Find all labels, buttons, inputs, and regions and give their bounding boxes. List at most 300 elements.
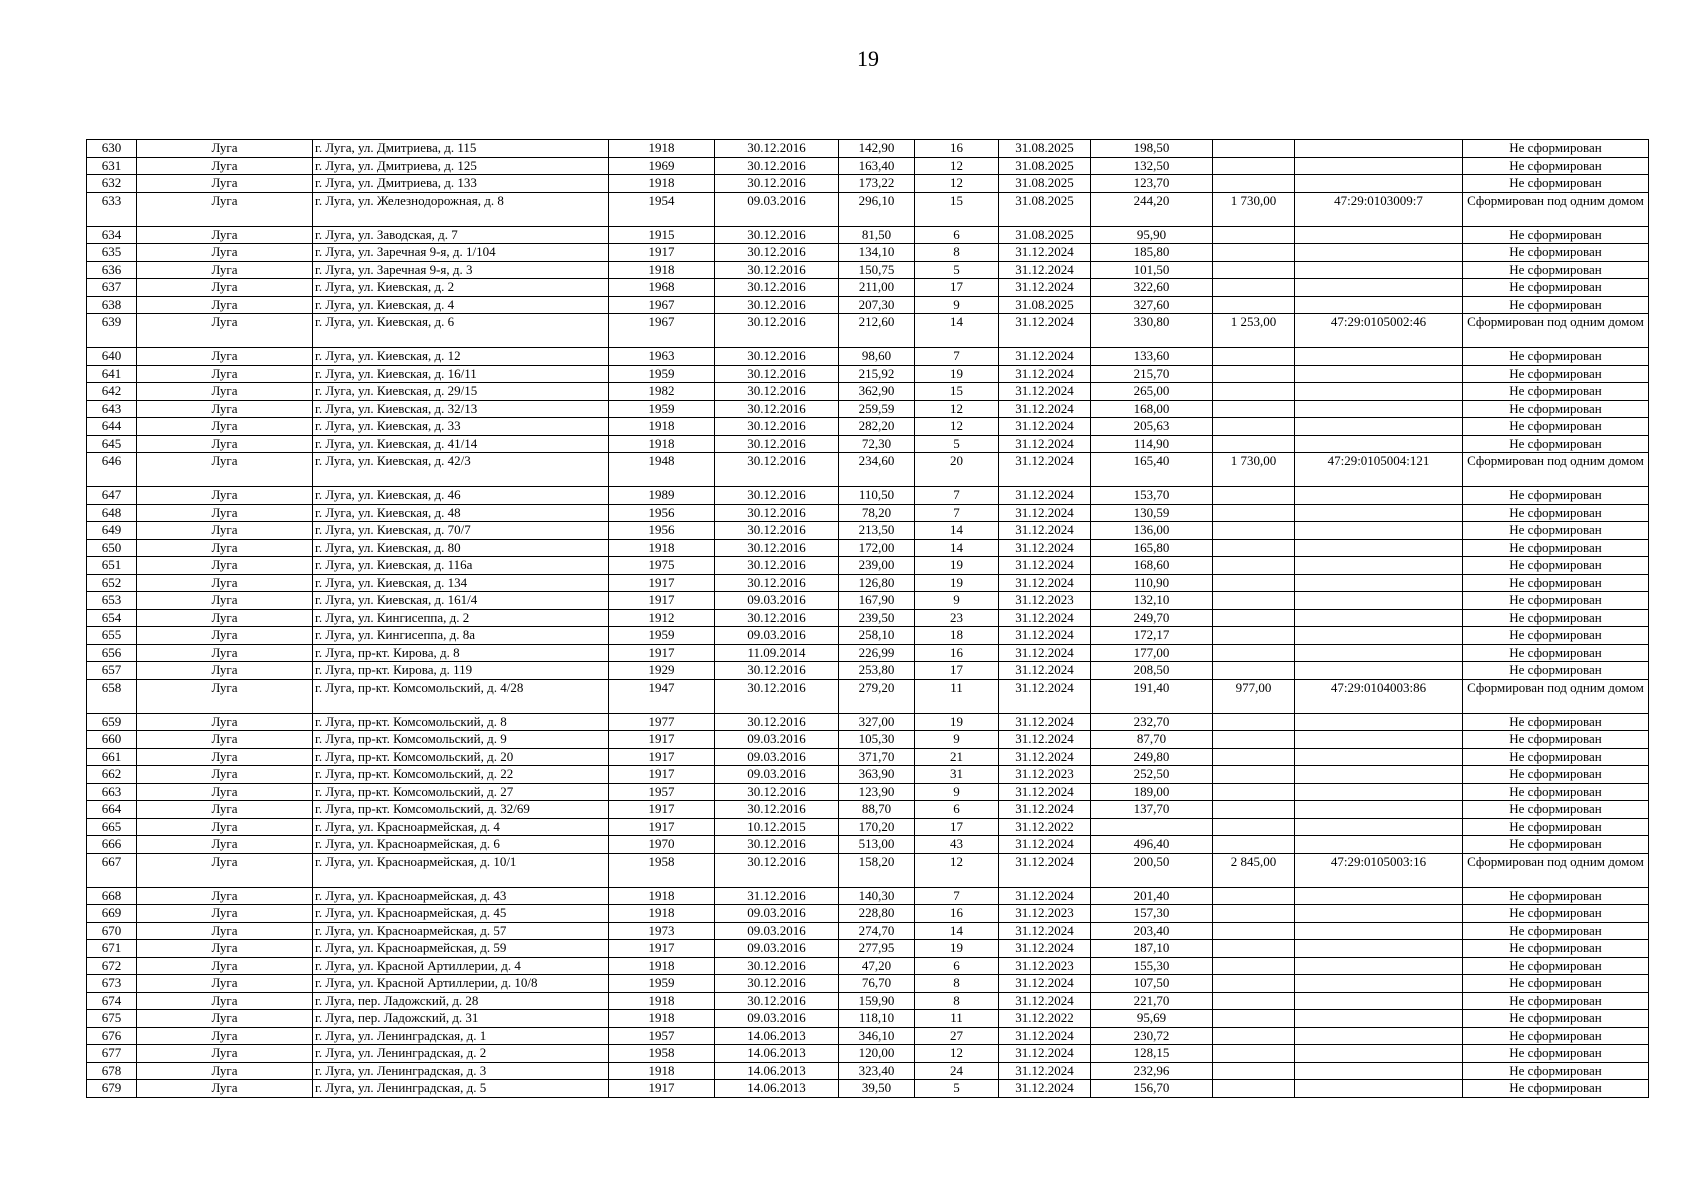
cell-year-built: 1958 <box>609 1045 715 1063</box>
cell-deadline: 31.12.2024 <box>999 557 1091 575</box>
cell-row-number: 643 <box>87 400 137 418</box>
cell-row-number: 655 <box>87 627 137 645</box>
cell-deadline: 31.12.2024 <box>999 383 1091 401</box>
cell-address: г. Луга, ул. Ленинградская, д. 1 <box>313 1027 609 1045</box>
cell-land-area <box>1213 887 1295 905</box>
cell-address: г. Луга, ул. Киевская, д. 4 <box>313 296 609 314</box>
cell-settlement: Луга <box>137 836 313 854</box>
cell-settlement: Луга <box>137 279 313 297</box>
cell-residents: 12 <box>915 400 999 418</box>
cell-date: 14.06.2013 <box>715 1027 839 1045</box>
cell-year-built: 1977 <box>609 713 715 731</box>
cell-date: 09.03.2016 <box>715 922 839 940</box>
cell-cost: 168,00 <box>1091 400 1213 418</box>
cell-settlement: Луга <box>137 662 313 680</box>
cell-deadline: 31.12.2024 <box>999 713 1091 731</box>
cell-land-area <box>1213 348 1295 366</box>
table-row <box>87 853 1649 887</box>
cell-land-area <box>1213 296 1295 314</box>
cell-land-area <box>1213 783 1295 801</box>
cell-settlement: Луга <box>137 140 313 158</box>
cell-cadastral-number <box>1295 818 1463 836</box>
cell-row-number: 677 <box>87 1045 137 1063</box>
cell-land-status: Не сформирован <box>1463 836 1649 854</box>
cell-year-built: 1963 <box>609 348 715 366</box>
cell-residents: 18 <box>915 627 999 645</box>
cell-year-built: 1957 <box>609 1027 715 1045</box>
cell-year-built: 1918 <box>609 957 715 975</box>
cell-deadline: 31.12.2024 <box>999 644 1091 662</box>
table-row <box>87 905 1649 923</box>
table-row <box>87 818 1649 836</box>
cell-residents: 14 <box>915 922 999 940</box>
cell-address: г. Луга, ул. Ленинградская, д. 5 <box>313 1080 609 1098</box>
cell-row-number: 666 <box>87 836 137 854</box>
cell-area: 234,60 <box>839 453 915 487</box>
cell-address: г. Луга, пр-кт. Комсомольский, д. 9 <box>313 731 609 749</box>
cell-address: г. Луга, ул. Киевская, д. 116а <box>313 557 609 575</box>
cell-area: 167,90 <box>839 592 915 610</box>
table-row <box>87 296 1649 314</box>
cell-row-number: 659 <box>87 713 137 731</box>
cell-deadline: 31.12.2023 <box>999 592 1091 610</box>
cell-settlement: Луга <box>137 644 313 662</box>
cell-date: 30.12.2016 <box>715 400 839 418</box>
cell-row-number: 674 <box>87 992 137 1010</box>
cell-cadastral-number <box>1295 644 1463 662</box>
cell-date: 14.06.2013 <box>715 1045 839 1063</box>
cell-settlement: Луга <box>137 818 313 836</box>
cell-cadastral-number <box>1295 1080 1463 1098</box>
cell-settlement: Луга <box>137 801 313 819</box>
cell-address: г. Луга, пр-кт. Комсомольский, д. 27 <box>313 783 609 801</box>
cell-land-area <box>1213 140 1295 158</box>
cell-cadastral-number <box>1295 887 1463 905</box>
cell-land-status: Не сформирован <box>1463 175 1649 193</box>
cell-address: г. Луга, ул. Киевская, д. 2 <box>313 279 609 297</box>
cell-cost: 244,20 <box>1091 192 1213 226</box>
cell-date: 11.09.2014 <box>715 644 839 662</box>
cell-date: 30.12.2016 <box>715 383 839 401</box>
cell-land-status: Не сформирован <box>1463 296 1649 314</box>
cell-deadline: 31.12.2024 <box>999 887 1091 905</box>
cell-land-status: Не сформирован <box>1463 574 1649 592</box>
cell-date: 30.12.2016 <box>715 140 839 158</box>
cell-area: 239,00 <box>839 557 915 575</box>
cell-deadline: 31.08.2025 <box>999 175 1091 193</box>
cell-residents: 19 <box>915 713 999 731</box>
cell-row-number: 676 <box>87 1027 137 1045</box>
cell-land-area <box>1213 522 1295 540</box>
cell-land-area <box>1213 975 1295 993</box>
cell-cadastral-number <box>1295 539 1463 557</box>
cell-deadline: 31.08.2025 <box>999 296 1091 314</box>
cell-cost: 110,90 <box>1091 574 1213 592</box>
cell-cost: 201,40 <box>1091 887 1213 905</box>
cell-land-status: Не сформирован <box>1463 261 1649 279</box>
cell-cadastral-number <box>1295 940 1463 958</box>
cell-deadline: 31.12.2024 <box>999 261 1091 279</box>
cell-date: 09.03.2016 <box>715 766 839 784</box>
table-row <box>87 1062 1649 1080</box>
housing-registry-table <box>86 139 1649 1098</box>
cell-land-area <box>1213 504 1295 522</box>
cell-deadline: 31.12.2024 <box>999 1080 1091 1098</box>
cell-row-number: 672 <box>87 957 137 975</box>
cell-land-area <box>1213 662 1295 680</box>
cell-area: 363,90 <box>839 766 915 784</box>
table-row <box>87 627 1649 645</box>
table-row <box>87 957 1649 975</box>
cell-cost: 191,40 <box>1091 679 1213 713</box>
cell-land-area <box>1213 731 1295 749</box>
cell-cadastral-number <box>1295 905 1463 923</box>
cell-land-area <box>1213 244 1295 262</box>
cell-cost: 189,00 <box>1091 783 1213 801</box>
cell-land-status: Не сформирован <box>1463 801 1649 819</box>
cell-deadline: 31.12.2024 <box>999 522 1091 540</box>
cell-settlement: Луга <box>137 922 313 940</box>
cell-cost: 130,59 <box>1091 504 1213 522</box>
cell-land-area <box>1213 279 1295 297</box>
cell-year-built: 1973 <box>609 922 715 940</box>
cell-land-status: Не сформирован <box>1463 940 1649 958</box>
table-row <box>87 175 1649 193</box>
cell-cost: 185,80 <box>1091 244 1213 262</box>
cell-row-number: 675 <box>87 1010 137 1028</box>
cell-land-area <box>1213 557 1295 575</box>
cell-year-built: 1947 <box>609 679 715 713</box>
cell-settlement: Луга <box>137 383 313 401</box>
cell-year-built: 1918 <box>609 992 715 1010</box>
cell-cadastral-number <box>1295 175 1463 193</box>
cell-area: 47,20 <box>839 957 915 975</box>
cell-land-status: Не сформирован <box>1463 418 1649 436</box>
table-body <box>87 140 1649 1098</box>
cell-residents: 12 <box>915 157 999 175</box>
cell-cadastral-number <box>1295 226 1463 244</box>
cell-land-status: Не сформирован <box>1463 975 1649 993</box>
cell-address: г. Луга, ул. Заводская, д. 7 <box>313 226 609 244</box>
cell-deadline: 31.12.2024 <box>999 244 1091 262</box>
cell-land-area <box>1213 418 1295 436</box>
cell-cost: 107,50 <box>1091 975 1213 993</box>
cell-residents: 7 <box>915 504 999 522</box>
cell-land-area <box>1213 922 1295 940</box>
cell-year-built: 1948 <box>609 453 715 487</box>
cell-address: г. Луга, ул. Киевская, д. 33 <box>313 418 609 436</box>
cell-land-status: Не сформирован <box>1463 766 1649 784</box>
cell-settlement: Луга <box>137 905 313 923</box>
cell-deadline: 31.12.2024 <box>999 783 1091 801</box>
cell-date: 09.03.2016 <box>715 940 839 958</box>
cell-deadline: 31.12.2024 <box>999 853 1091 887</box>
table-row <box>87 244 1649 262</box>
cell-settlement: Луга <box>137 940 313 958</box>
cell-date: 14.06.2013 <box>715 1080 839 1098</box>
table-row <box>87 992 1649 1010</box>
cell-cadastral-number <box>1295 557 1463 575</box>
cell-residents: 12 <box>915 175 999 193</box>
cell-year-built: 1956 <box>609 504 715 522</box>
cell-cost: 153,70 <box>1091 487 1213 505</box>
cell-cost: 155,30 <box>1091 957 1213 975</box>
cell-cost: 322,60 <box>1091 279 1213 297</box>
cell-land-status: Не сформирован <box>1463 348 1649 366</box>
cell-date: 30.12.2016 <box>715 836 839 854</box>
cell-residents: 6 <box>915 801 999 819</box>
cell-date: 30.12.2016 <box>715 504 839 522</box>
cell-land-status: Не сформирован <box>1463 1045 1649 1063</box>
cell-cadastral-number <box>1295 713 1463 731</box>
cell-deadline: 31.12.2024 <box>999 922 1091 940</box>
cell-area: 158,20 <box>839 853 915 887</box>
cell-address: г. Луга, ул. Ленинградская, д. 3 <box>313 1062 609 1080</box>
cell-cost: 200,50 <box>1091 853 1213 887</box>
cell-cadastral-number <box>1295 1010 1463 1028</box>
table-row <box>87 887 1649 905</box>
cell-address: г. Луга, ул. Красноармейская, д. 6 <box>313 836 609 854</box>
cell-residents: 43 <box>915 836 999 854</box>
cell-row-number: 630 <box>87 140 137 158</box>
cell-land-status: Не сформирован <box>1463 609 1649 627</box>
cell-settlement: Луга <box>137 679 313 713</box>
cell-year-built: 1918 <box>609 1062 715 1080</box>
cell-date: 30.12.2016 <box>715 574 839 592</box>
cell-row-number: 644 <box>87 418 137 436</box>
cell-address: г. Луга, ул. Ленинградская, д. 2 <box>313 1045 609 1063</box>
table-row <box>87 504 1649 522</box>
cell-date: 30.12.2016 <box>715 365 839 383</box>
table-row <box>87 766 1649 784</box>
cell-row-number: 662 <box>87 766 137 784</box>
cell-cadastral-number <box>1295 296 1463 314</box>
cell-land-area <box>1213 1080 1295 1098</box>
cell-residents: 16 <box>915 140 999 158</box>
cell-land-area <box>1213 365 1295 383</box>
table-row <box>87 1027 1649 1045</box>
cell-date: 30.12.2016 <box>715 226 839 244</box>
cell-residents: 9 <box>915 731 999 749</box>
cell-residents: 21 <box>915 748 999 766</box>
cell-deadline: 31.12.2024 <box>999 574 1091 592</box>
cell-deadline: 31.12.2023 <box>999 766 1091 784</box>
cell-area: 120,00 <box>839 1045 915 1063</box>
cell-area: 346,10 <box>839 1027 915 1045</box>
cell-cost: 95,90 <box>1091 226 1213 244</box>
cell-address: г. Луга, пр-кт. Кирова, д. 119 <box>313 662 609 680</box>
cell-settlement: Луга <box>137 783 313 801</box>
cell-deadline: 31.12.2024 <box>999 314 1091 348</box>
cell-date: 30.12.2016 <box>715 435 839 453</box>
cell-area: 327,00 <box>839 713 915 731</box>
cell-land-status: Не сформирован <box>1463 783 1649 801</box>
cell-settlement: Луга <box>137 504 313 522</box>
cell-land-area <box>1213 400 1295 418</box>
cell-area: 513,00 <box>839 836 915 854</box>
cell-land-area <box>1213 157 1295 175</box>
cell-row-number: 649 <box>87 522 137 540</box>
cell-cadastral-number <box>1295 1045 1463 1063</box>
cell-land-area <box>1213 713 1295 731</box>
cell-land-area <box>1213 1010 1295 1028</box>
cell-cost: 208,50 <box>1091 662 1213 680</box>
cell-cost: 252,50 <box>1091 766 1213 784</box>
cell-address: г. Луга, ул. Киевская, д. 161/4 <box>313 592 609 610</box>
cell-land-status: Не сформирован <box>1463 957 1649 975</box>
cell-date: 30.12.2016 <box>715 296 839 314</box>
cell-land-status: Не сформирован <box>1463 1062 1649 1080</box>
cell-settlement: Луга <box>137 453 313 487</box>
cell-land-status: Сформирован под одним домом <box>1463 192 1649 226</box>
cell-address: г. Луга, ул. Киевская, д. 41/14 <box>313 435 609 453</box>
cell-area: 277,95 <box>839 940 915 958</box>
cell-address: г. Луга, ул. Киевская, д. 6 <box>313 314 609 348</box>
cell-address: г. Луга, пр-кт. Кирова, д. 8 <box>313 644 609 662</box>
cell-cost: 128,15 <box>1091 1045 1213 1063</box>
cell-row-number: 667 <box>87 853 137 887</box>
cell-cost: 232,96 <box>1091 1062 1213 1080</box>
cell-land-area <box>1213 627 1295 645</box>
cell-date: 09.03.2016 <box>715 1010 839 1028</box>
cell-settlement: Луга <box>137 1010 313 1028</box>
cell-year-built: 1918 <box>609 539 715 557</box>
cell-area: 226,99 <box>839 644 915 662</box>
cell-land-status: Не сформирован <box>1463 244 1649 262</box>
cell-residents: 12 <box>915 418 999 436</box>
cell-year-built: 1918 <box>609 261 715 279</box>
cell-cost: 187,10 <box>1091 940 1213 958</box>
cell-cadastral-number <box>1295 348 1463 366</box>
cell-cost: 198,50 <box>1091 140 1213 158</box>
cell-area: 105,30 <box>839 731 915 749</box>
cell-land-area <box>1213 644 1295 662</box>
cell-cadastral-number <box>1295 992 1463 1010</box>
cell-residents: 8 <box>915 975 999 993</box>
cell-land-area: 1 730,00 <box>1213 192 1295 226</box>
cell-settlement: Луга <box>137 348 313 366</box>
cell-land-area <box>1213 836 1295 854</box>
cell-deadline: 31.08.2025 <box>999 140 1091 158</box>
cell-address: г. Луга, ул. Дмитриева, д. 125 <box>313 157 609 175</box>
cell-cadastral-number <box>1295 766 1463 784</box>
table-row <box>87 975 1649 993</box>
cell-land-area <box>1213 1062 1295 1080</box>
cell-cost: 249,80 <box>1091 748 1213 766</box>
cell-area: 371,70 <box>839 748 915 766</box>
cell-year-built: 1918 <box>609 418 715 436</box>
cell-residents: 16 <box>915 644 999 662</box>
cell-address: г. Луга, ул. Киевская, д. 16/11 <box>313 365 609 383</box>
cell-deadline: 31.12.2024 <box>999 1027 1091 1045</box>
cell-date: 30.12.2016 <box>715 853 839 887</box>
cell-land-area <box>1213 226 1295 244</box>
cell-land-area <box>1213 383 1295 401</box>
cell-cadastral-number <box>1295 261 1463 279</box>
cell-date: 30.12.2016 <box>715 522 839 540</box>
cell-deadline: 31.12.2024 <box>999 365 1091 383</box>
cell-row-number: 639 <box>87 314 137 348</box>
cell-residents: 11 <box>915 679 999 713</box>
cell-row-number: 640 <box>87 348 137 366</box>
cell-row-number: 646 <box>87 453 137 487</box>
cell-deadline: 31.12.2024 <box>999 487 1091 505</box>
cell-land-status: Не сформирован <box>1463 1080 1649 1098</box>
cell-address: г. Луга, пр-кт. Комсомольский, д. 8 <box>313 713 609 731</box>
cell-deadline: 31.12.2024 <box>999 609 1091 627</box>
cell-land-area <box>1213 592 1295 610</box>
cell-deadline: 31.12.2022 <box>999 1010 1091 1028</box>
table-row <box>87 836 1649 854</box>
table-row <box>87 383 1649 401</box>
cell-cost: 221,70 <box>1091 992 1213 1010</box>
cell-settlement: Луга <box>137 522 313 540</box>
cell-land-status: Сформирован под одним домом <box>1463 314 1649 348</box>
cell-address: г. Луга, ул. Киевская, д. 80 <box>313 539 609 557</box>
cell-land-status: Не сформирован <box>1463 157 1649 175</box>
cell-deadline: 31.12.2024 <box>999 400 1091 418</box>
cell-row-number: 678 <box>87 1062 137 1080</box>
cell-land-status: Не сформирован <box>1463 644 1649 662</box>
cell-year-built: 1917 <box>609 766 715 784</box>
cell-land-status: Не сформирован <box>1463 818 1649 836</box>
cell-settlement: Луга <box>137 1062 313 1080</box>
cell-settlement: Луга <box>137 627 313 645</box>
cell-year-built: 1967 <box>609 296 715 314</box>
table-row <box>87 713 1649 731</box>
cell-cost: 327,60 <box>1091 296 1213 314</box>
cell-residents: 9 <box>915 296 999 314</box>
cell-residents: 17 <box>915 818 999 836</box>
cell-row-number: 635 <box>87 244 137 262</box>
table-row <box>87 1010 1649 1028</box>
cell-land-status: Не сформирован <box>1463 539 1649 557</box>
cell-area: 211,00 <box>839 279 915 297</box>
table-row <box>87 261 1649 279</box>
cell-land-status: Не сформирован <box>1463 905 1649 923</box>
cell-land-area <box>1213 748 1295 766</box>
table-row <box>87 801 1649 819</box>
cell-cadastral-number <box>1295 748 1463 766</box>
cell-area: 123,90 <box>839 783 915 801</box>
cell-cadastral-number <box>1295 157 1463 175</box>
cell-cost: 133,60 <box>1091 348 1213 366</box>
cell-land-status: Не сформирован <box>1463 922 1649 940</box>
cell-area: 215,92 <box>839 365 915 383</box>
cell-row-number: 671 <box>87 940 137 958</box>
cell-cadastral-number <box>1295 279 1463 297</box>
cell-residents: 6 <box>915 957 999 975</box>
cell-row-number: 636 <box>87 261 137 279</box>
cell-deadline: 31.12.2024 <box>999 679 1091 713</box>
cell-row-number: 660 <box>87 731 137 749</box>
cell-residents: 7 <box>915 348 999 366</box>
cell-residents: 24 <box>915 1062 999 1080</box>
cell-row-number: 637 <box>87 279 137 297</box>
cell-land-area <box>1213 940 1295 958</box>
cell-cadastral-number: 47:29:0103009:7 <box>1295 192 1463 226</box>
cell-year-built: 1918 <box>609 175 715 193</box>
cell-settlement: Луга <box>137 175 313 193</box>
cell-area: 118,10 <box>839 1010 915 1028</box>
cell-year-built: 1917 <box>609 731 715 749</box>
table-row <box>87 574 1649 592</box>
cell-settlement: Луга <box>137 192 313 226</box>
cell-address: г. Луга, пр-кт. Комсомольский, д. 32/69 <box>313 801 609 819</box>
cell-land-status: Сформирован под одним домом <box>1463 453 1649 487</box>
cell-row-number: 647 <box>87 487 137 505</box>
cell-settlement: Луга <box>137 592 313 610</box>
